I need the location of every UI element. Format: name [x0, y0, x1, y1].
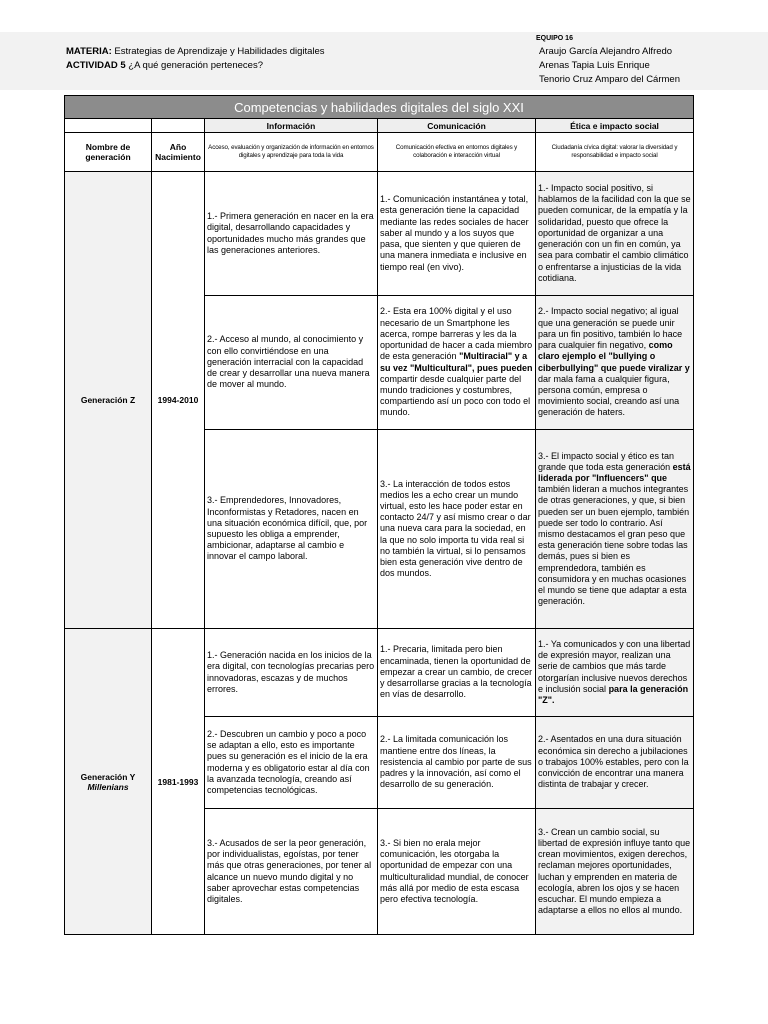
team-member: Araujo García Alejandro Alfredo	[539, 46, 673, 57]
ethics-highlight: como claro ejemplo el "bullying o ciberbullying" que puede viralizar y	[538, 340, 690, 373]
ethics-cell: 3.- Crean un cambio social, su libertad de expresión influye tanto que crean movimientos, exigen derechos, reclaman mejores oportunidades, luchan y emprenden en materia de ecología, abren los ojos y se hacen escuchar. El mundo empieza a adaptarse a ellos no ellos al mundo.	[536, 809, 694, 935]
ethics-cell	[536, 430, 694, 629]
ethics-highlight: para la generación "Z".	[538, 683, 689, 705]
ethics-cell: 1.- Impacto social positivo, si hablamos de la facilidad con la que se pueden comunicar, de la empatía y la solidaridad, puesto que ofrece la oportunidad de organizar a una generación con un fin en común, ya sea para combatir el cambio climático o enfrentarse a injusticias de la vida cotidiana.	[536, 172, 694, 296]
ethics-text: 3.- El impacto social y ético es tan grande que toda esta generación	[538, 450, 675, 472]
competency-name: Ética e impacto social	[536, 119, 694, 133]
materia-line	[66, 45, 325, 59]
info-cell: 3.- Acusados de ser la peor generación, por individualistas, egoístas, por tener más que otras generaciones, por tener al alcance un nuevo mundo digital y no saber aprovechar estas competencias digitales.	[205, 809, 378, 935]
team-label: EQUIPO 16	[536, 35, 573, 42]
communication-cell	[378, 296, 536, 430]
communication-cell: 3.- La interacción de todos estos medios les a echo crear un mundo virtual, esto les hace poder estar en contacto 24/7 y así mismo crear o dar una nueva cara para la sociedad, en la que no solo importa tu vida real si no también la virtual, si lo pensamos bien esta generación vive dentro de dos mundos.	[378, 430, 536, 629]
column-header-name: Nombre de generación	[65, 133, 152, 172]
competency-name: Comunicación	[378, 119, 536, 133]
communication-cell: 3.- Si bien no erala mejor comunicación, les otorgaba la oportunidad de empezar con una multiculturalidad mundial, de conocer más allá por medio de esta escasa pero efectiva tecnología.	[378, 809, 536, 935]
materia-label: MATERIA:	[66, 46, 112, 57]
info-cell: 1.- Primera generación en nacer en la era digital, desarrollando capacidades y oportunidades mucho más grandes que las generaciones anteriores.	[205, 172, 378, 296]
communication-cell: 1.- Comunicación instantánea y total, esta generación tiene la capacidad mediante las redes sociales de hacer saber al mundo y a los suyos que pasa, que sienten y que quieren de una manera inmediata e inclusive en tiempo real (en vivo).	[378, 172, 536, 296]
table-title-row	[65, 96, 694, 119]
info-cell: 3.- Emprendedores, Innovadores, Inconformistas y Retadores, nacen en una situación económica difícil, que, por supuesto les obliga a emprender, ambicionar, adaptarse al cambio e innovar el campo laboral.	[205, 430, 378, 629]
ethics-text: 2.- Impacto social negativo; al igual que una generación se puede unir para un fin positivo, también lo hace para cualquier fin negativo,	[538, 306, 683, 351]
actividad-line	[66, 59, 325, 73]
communication-highlight: "Multiracial" y a su vez "Multicultural", pues pueden	[380, 351, 533, 373]
header-row	[65, 133, 694, 172]
info-cell: 1.- Generación nacida en los inicios de la era digital, con tecnologías precarias pero innovadoras, escazas y de muchos errores.	[205, 629, 378, 717]
generation-name	[65, 629, 152, 935]
materia-value: Estrategias de Aprendizaje y Habilidades digitales	[114, 46, 325, 57]
table-title: Competencias y habilidades digitales del siglo XXI	[65, 96, 694, 119]
competency-desc: Ciudadanía cívica digital: valorar la diversidad y responsabilidad e impacto social	[536, 133, 694, 172]
info-cell: 2.- Acceso al mundo, al conocimiento y con ello convirtiéndose en una generación interracial con la capacidad de crear y desarrollar una nueva manera de mover al mundo.	[205, 296, 378, 430]
communication-text: compartir desde cualquier parte del mundo tradiciones y costumbres, compartiendo así un poco con todo el mundo.	[380, 373, 531, 418]
column-header-year: Año Nacimiento	[152, 133, 205, 172]
ethics-cell	[536, 296, 694, 430]
competency-desc: Comunicación efectiva en entornos digitales y colaboración e interacción virtual	[378, 133, 536, 172]
competency-name: Información	[205, 119, 378, 133]
generation-subtitle: Millenians	[87, 781, 129, 792]
team-member: Arenas Tapia Luis Enrique	[539, 60, 650, 71]
generation-title: Generación Y	[80, 771, 136, 782]
generation-name: Generación Z	[65, 172, 152, 629]
competency-desc: Acceso, evaluación y organización de información en entornos digitales y aprendizaje para toda la vida	[205, 133, 378, 172]
actividad-value: ¿A qué generación perteneces?	[128, 60, 263, 71]
table-row	[65, 172, 694, 296]
table-row	[65, 629, 694, 717]
communication-cell: 2.- La limitada comunicación los mantiene entre dos líneas, la resistencia al cambio por parte de sus padres y la innovación, así como el desarrollo de su generación.	[378, 717, 536, 809]
ethics-cell: 2.- Asentados en una dura situación económica sin derecho a jubilaciones o trabajos 100% estables, pero con la convicción de encontrar una manera distinta de trabajar y crecer.	[536, 717, 694, 809]
info-cell: 2.- Descubren un cambio y poco a poco se adaptan a ello, esto es importante pues su generación es el inicio de la era moderna y es obligatorio estar al día con la avanzada tecnología, creando así competencias tecnológicas.	[205, 717, 378, 809]
birth-years: 1981-1993	[152, 629, 205, 935]
communication-text: 2.- Esta era 100% digital y el uso necesario de un Smartphone les acerca, rompe barreras y les da la oportunidad de hacer a cada miembro de esta generación	[380, 306, 533, 362]
ethics-cell	[536, 629, 694, 717]
competency-names-row	[65, 119, 694, 133]
actividad-label: ACTIVIDAD 5	[66, 60, 126, 71]
team-info	[536, 34, 680, 87]
team-member: Tenorio Cruz Amparo del Cármen	[539, 74, 680, 85]
ethics-highlight: está liderada por "Influencers" que	[538, 461, 691, 483]
birth-years: 1994-2010	[152, 172, 205, 629]
communication-cell: 1.- Precaria, limitada pero bien encaminada, tienen la oportunidad de empezar a crear un cambio, de crecer y desarrollarse gracias a la tecnología en vías de desarrollo.	[378, 629, 536, 717]
ethics-text: también lideran a muchos integrantes de otras generaciones, y que, si bien pueden ser un buen ejemplo, también puede ser todo lo contrario. Así mismo destacamos el gran peso que esta generación tiene sobre todas las demás, pues si bien es emprendedora, también es consumidora y en muchas ocasiones el mundo se tiene que adaptar a esta generación.	[538, 484, 690, 607]
ethics-text: dar mala fama a cualquier figura, persona común, empresa o movimiento social, creando así una generación de haters.	[538, 373, 680, 418]
competencies-table	[64, 95, 694, 935]
course-info	[66, 45, 325, 73]
ethics-text: 1.- Ya comunicados y con una libertad de expresión mayor, realizan una serie de cambios que más tarde otorgarían inclusive nuevos derechos e inclusión social	[538, 638, 691, 694]
